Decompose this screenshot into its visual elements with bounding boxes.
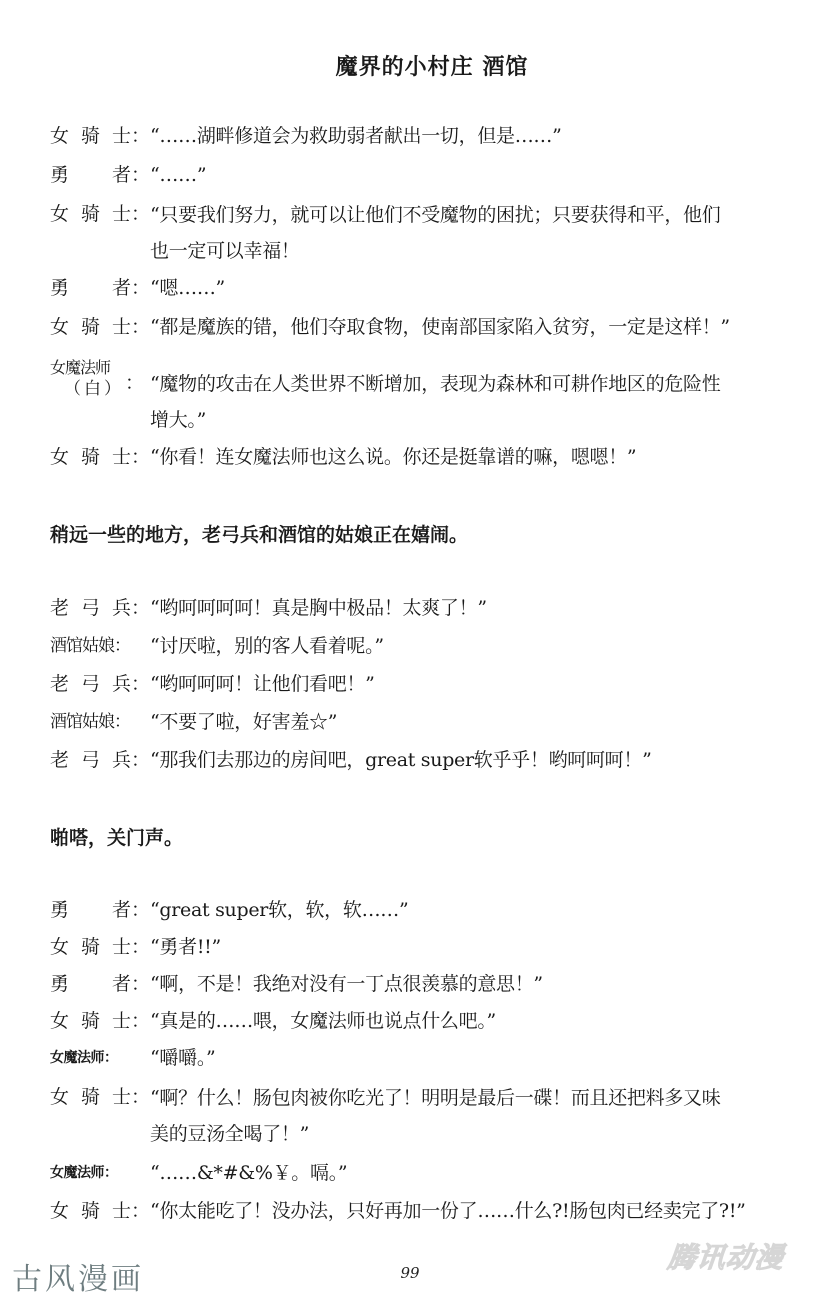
speaker-colon: ： bbox=[130, 164, 150, 186]
speaker-char: 弓 bbox=[80, 597, 100, 619]
speaker-char: 女 bbox=[50, 316, 70, 338]
speaker-colon: ： bbox=[130, 1010, 150, 1032]
dialogue-line bbox=[50, 271, 780, 305]
speaker-label bbox=[50, 310, 150, 344]
speaker-colon: ： bbox=[130, 125, 150, 147]
watermark-logo: 腾讯动漫 bbox=[666, 1241, 786, 1274]
speech-text: “魔物的攻击在人类世界不断增加，表现为森林和可耕作地区的危险性 增大。” bbox=[150, 373, 721, 431]
speaker-char: 骑 bbox=[80, 1086, 100, 1108]
speech-text: “啊，不是！我绝对没有一丁点很羡慕的意思！” bbox=[150, 973, 543, 995]
speaker-name: 女魔法师 bbox=[50, 1050, 104, 1066]
dialogue-line bbox=[50, 197, 780, 269]
speaker-colon: ： bbox=[130, 749, 150, 771]
dialogue-line bbox=[50, 1080, 780, 1152]
speaker-char: 勇 bbox=[50, 899, 70, 921]
speech-text: “啊？什么！肠包肉被你吃光了！明明是最后一碟！而且还把料多又味 美的豆汤全喝了！” bbox=[150, 1087, 721, 1145]
dialogue-line bbox=[50, 629, 780, 663]
dialogue-line bbox=[50, 1194, 780, 1228]
speaker-colon: ： bbox=[104, 1165, 118, 1181]
speaker-colon: ： bbox=[124, 372, 144, 394]
dialogue-line bbox=[50, 440, 780, 474]
dialogue-line bbox=[50, 119, 780, 153]
speaker-char: 勇 bbox=[50, 277, 70, 299]
speaker-char: 女 bbox=[50, 446, 70, 468]
speaker-label bbox=[50, 119, 150, 153]
chapter-title: 魔界的小村庄 酒馆 bbox=[335, 55, 529, 80]
speaker-label bbox=[50, 893, 150, 927]
speaker-label bbox=[50, 930, 150, 964]
speech-text: “嚼嚼。” bbox=[150, 1047, 216, 1069]
speaker-char: 者 bbox=[111, 973, 131, 995]
speaker-char: 兵 bbox=[111, 749, 131, 771]
speaker-char: 女 bbox=[50, 203, 70, 225]
speaker-char: 勇 bbox=[50, 973, 70, 995]
speaker-char: 骑 bbox=[80, 203, 100, 225]
speaker-colon: ： bbox=[130, 277, 150, 299]
speaker-char: 骑 bbox=[80, 446, 100, 468]
speech-text: “那我们去那边的房间吧，great super软乎乎！哟呵呵呵！” bbox=[150, 749, 652, 771]
dialogue-line bbox=[50, 743, 780, 777]
speaker-label bbox=[50, 667, 150, 701]
speech-text: “嗯……” bbox=[150, 277, 225, 299]
speaker-colon: ： bbox=[114, 712, 130, 732]
speaker-colon: ： bbox=[130, 673, 150, 695]
speaker-label bbox=[50, 743, 150, 777]
speaker-colon: ： bbox=[130, 899, 150, 921]
dialogue-line bbox=[50, 1041, 780, 1075]
speaker-label bbox=[50, 358, 150, 400]
speaker-char: 女 bbox=[50, 1200, 70, 1222]
speech-text: “真是的……喂，女魔法师也说点什么吧。” bbox=[150, 1010, 496, 1032]
speaker-char: 者 bbox=[111, 164, 131, 186]
dialogue-line bbox=[50, 967, 780, 1001]
speaker-char: 弓 bbox=[80, 673, 100, 695]
speaker-colon: ： bbox=[130, 1086, 150, 1108]
dialogue-line bbox=[50, 1004, 780, 1038]
speech-text: “讨厌啦，别的客人看着呢。” bbox=[150, 635, 384, 657]
speech-text: “……” bbox=[150, 164, 207, 186]
speaker-char: 士 bbox=[111, 1086, 131, 1108]
speaker-colon: ： bbox=[130, 316, 150, 338]
speaker-char: 弓 bbox=[80, 749, 100, 771]
speech-text: “只要我们努力，就可以让他们不受魔物的困扰；只要获得和平，他们 也一定可以幸福！ bbox=[150, 204, 721, 262]
narration-text: 稍远一些的地方，老弓兵和酒馆的姑娘正在嬉闹。 bbox=[50, 524, 469, 546]
speaker-char: 骑 bbox=[80, 1010, 100, 1032]
speaker-label bbox=[50, 1156, 150, 1190]
speech-text: “哟呵呵呵呵！真是胸中极品！太爽了！” bbox=[150, 597, 487, 619]
speech-text: “great super软，软，软……” bbox=[150, 899, 409, 921]
speaker-char: 勇 bbox=[50, 164, 70, 186]
speaker-name: 酒馆姑娘 bbox=[50, 636, 114, 656]
speech-text: “哟呵呵呵！让他们看吧！” bbox=[150, 673, 375, 695]
speaker-char: 女 bbox=[50, 1086, 70, 1108]
dialogue-line bbox=[50, 1156, 780, 1190]
speaker-colon: ： bbox=[130, 1200, 150, 1222]
narration-text: 啪嗒，关门声。 bbox=[50, 827, 184, 849]
speaker-colon: ： bbox=[114, 636, 130, 656]
speaker-name: 女魔法师 bbox=[50, 358, 111, 377]
speaker-char: 骑 bbox=[80, 316, 100, 338]
dialogue-line bbox=[50, 591, 780, 625]
speaker-char: 女 bbox=[50, 125, 70, 147]
speaker-label bbox=[50, 1041, 150, 1075]
speaker-label bbox=[50, 1004, 150, 1038]
speaker-name: 女魔法师 bbox=[50, 1165, 104, 1181]
speaker-colon: ： bbox=[130, 973, 150, 995]
speaker-char: 士 bbox=[111, 203, 131, 225]
dialogue-line bbox=[50, 358, 780, 438]
speaker-char: 老 bbox=[50, 597, 70, 619]
speaker-char: 老 bbox=[50, 673, 70, 695]
speaker-char: 士 bbox=[111, 125, 131, 147]
speech-text: “……&*#&%￥。嗝。” bbox=[150, 1162, 348, 1184]
speech-text: “你太能吃了！没办法，只好再加一份了……什么?!肠包肉已经卖完了?!” bbox=[150, 1200, 746, 1222]
speaker-char: 士 bbox=[111, 316, 131, 338]
dialogue-line bbox=[50, 930, 780, 964]
speaker-annotation: （白） bbox=[64, 379, 124, 399]
dialogue-line bbox=[50, 310, 780, 344]
speaker-label bbox=[50, 629, 150, 663]
speech-text: “你看！连女魔法师也这么说。你还是挺靠谱的嘛，嗯嗯！” bbox=[150, 446, 637, 468]
speaker-char: 兵 bbox=[111, 673, 131, 695]
speaker-char: 士 bbox=[111, 1010, 131, 1032]
dialogue-line bbox=[50, 705, 780, 739]
speaker-char: 老 bbox=[50, 749, 70, 771]
speaker-char: 兵 bbox=[111, 597, 131, 619]
site-logo: 古风漫画 bbox=[12, 1262, 144, 1297]
speaker-label bbox=[50, 1080, 150, 1114]
dialogue-line bbox=[50, 893, 780, 927]
speaker-colon: ： bbox=[130, 446, 150, 468]
speaker-char: 骑 bbox=[80, 125, 100, 147]
speaker-char: 士 bbox=[111, 936, 131, 958]
speaker-colon: ： bbox=[130, 936, 150, 958]
speaker-char: 士 bbox=[111, 1200, 131, 1222]
speaker-colon: ： bbox=[130, 597, 150, 619]
speaker-char: 女 bbox=[50, 936, 70, 958]
speaker-label bbox=[50, 271, 150, 305]
speaker-colon: ： bbox=[130, 203, 150, 225]
dialogue-line bbox=[50, 667, 780, 701]
speaker-label bbox=[50, 705, 150, 739]
page-number: 99 bbox=[400, 1264, 420, 1282]
speech-text: “勇者!!” bbox=[150, 936, 221, 958]
dialogue-line bbox=[50, 158, 780, 192]
speaker-char: 者 bbox=[111, 899, 131, 921]
speech-text: “……湖畔修道会为救助弱者献出一切，但是……” bbox=[150, 125, 562, 147]
speaker-char: 女 bbox=[50, 1010, 70, 1032]
speaker-char: 士 bbox=[111, 446, 131, 468]
speaker-label bbox=[50, 197, 150, 231]
speaker-label bbox=[50, 967, 150, 1001]
speaker-char: 骑 bbox=[80, 1200, 100, 1222]
speech-text: “都是魔族的错，他们夺取食物，使南部国家陷入贫穷，一定是这样！” bbox=[150, 316, 730, 338]
speaker-char: 者 bbox=[111, 277, 131, 299]
speaker-colon: ： bbox=[104, 1050, 118, 1066]
speaker-label bbox=[50, 440, 150, 474]
speaker-label bbox=[50, 1194, 150, 1228]
speaker-label bbox=[50, 591, 150, 625]
speech-text: “不要了啦，好害羞☆” bbox=[150, 711, 338, 733]
speaker-label bbox=[50, 158, 150, 192]
speaker-name: 酒馆姑娘 bbox=[50, 712, 114, 732]
speaker-char: 骑 bbox=[80, 936, 100, 958]
